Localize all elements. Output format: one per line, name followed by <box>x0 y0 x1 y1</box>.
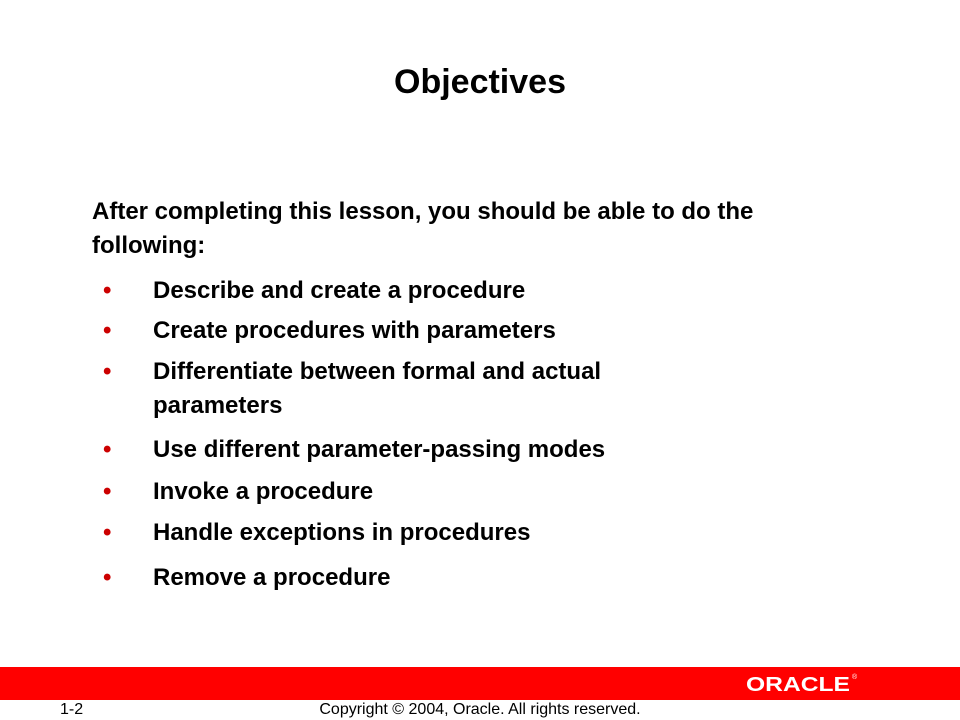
bullet-text: Handle exceptions in procedures <box>153 519 531 546</box>
bullet-icon: • <box>103 358 112 385</box>
oracle-logo-text: ORACLE <box>746 674 850 696</box>
bullet-icon: • <box>103 564 112 591</box>
bullet-icon: • <box>103 519 112 546</box>
bullet-icon: • <box>103 277 112 304</box>
bullet-icon: • <box>103 317 112 344</box>
oracle-logo <box>744 669 864 699</box>
bullet-text: Differentiate between formal and actual parameters <box>153 358 602 419</box>
bullet-text: Remove a procedure <box>153 564 391 591</box>
bullet-icon: • <box>103 436 112 463</box>
bullet-text: Invoke a procedure <box>153 478 374 505</box>
bullet-text: Describe and create a procedure <box>153 277 526 304</box>
slide-title: Objectives <box>394 63 566 101</box>
bullet-icon: • <box>103 478 112 505</box>
bullet-text: Use different parameter-passing modes <box>153 436 606 463</box>
copyright-text: Copyright © 2004, Oracle. All rights reserved. <box>319 701 641 718</box>
registered-mark-icon: ® <box>852 674 858 681</box>
bullet-text: Create procedures with parameters <box>153 317 556 344</box>
page-number: 1-2 <box>60 701 84 718</box>
intro-text: After completing this lesson, you should be able to do the following: <box>92 198 754 259</box>
